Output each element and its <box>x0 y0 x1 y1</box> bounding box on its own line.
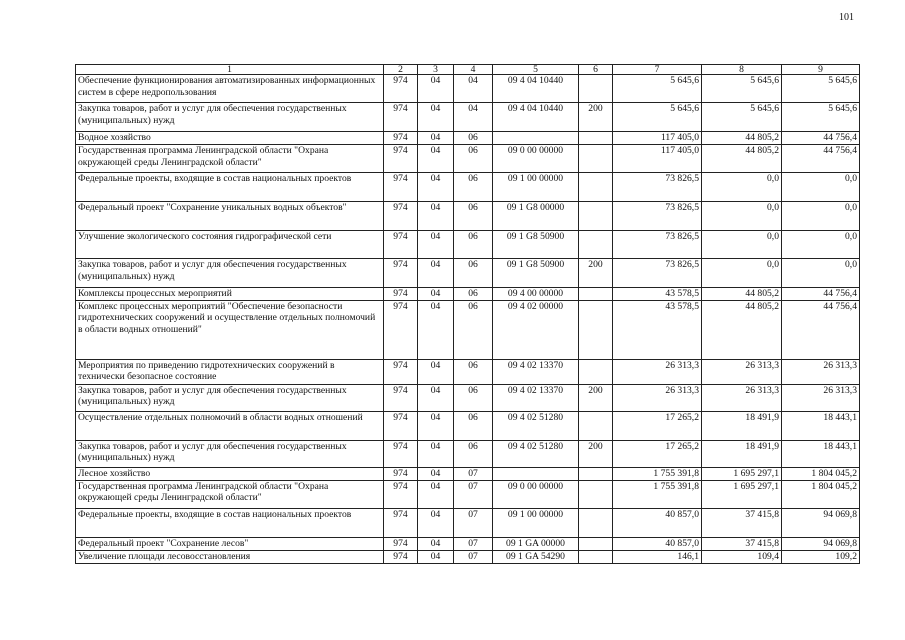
row-value-cell: 0,0 <box>702 173 782 202</box>
row-value-cell: 974 <box>384 173 418 202</box>
row-value-cell: 18 443,1 <box>782 440 860 467</box>
table-row <box>76 384 860 411</box>
row-value-cell: 09 0 00 00000 <box>493 145 579 173</box>
row-value-cell: 200 <box>579 103 613 132</box>
table-row <box>76 132 860 145</box>
row-value-cell: 200 <box>579 384 613 411</box>
row-value-cell: 117 405,0 <box>613 132 702 145</box>
row-value-cell: 04 <box>418 537 454 550</box>
row-value-cell: 09 4 02 51280 <box>493 440 579 467</box>
row-value-cell: 109,4 <box>702 550 782 563</box>
row-value-cell: 06 <box>454 300 493 359</box>
row-value-cell: 974 <box>384 508 418 537</box>
row-value-cell: 04 <box>418 145 454 173</box>
row-value-cell: 06 <box>454 359 493 384</box>
row-value-cell: 06 <box>454 173 493 202</box>
table-row <box>76 480 860 508</box>
table-row <box>76 202 860 231</box>
row-name-cell: Лесное хозяйство <box>76 467 384 480</box>
table-row <box>76 537 860 550</box>
table-header-row <box>76 65 860 75</box>
row-value-cell: 974 <box>384 440 418 467</box>
row-value-cell: 109,2 <box>782 550 860 563</box>
row-value-cell: 44 756,4 <box>782 132 860 145</box>
row-value-cell <box>493 132 579 145</box>
row-value-cell: 5 645,6 <box>613 75 702 103</box>
row-value-cell: 04 <box>418 467 454 480</box>
row-name-cell: Обеспечение функционирования автоматизированных информационных систем в сфере недропользования <box>76 75 384 103</box>
row-value-cell: 44 756,4 <box>782 288 860 301</box>
row-value-cell: 09 1 GA 00000 <box>493 537 579 550</box>
row-name-cell: Комплекс процессных мероприятий "Обеспечение безопасности гидротехнических сооружений и осуществление отдельных полномочий в области водных отношений" <box>76 300 384 359</box>
row-value-cell: 09 4 02 13370 <box>493 359 579 384</box>
header-cell: 3 <box>418 65 454 75</box>
row-value-cell: 06 <box>454 384 493 411</box>
row-value-cell <box>579 467 613 480</box>
row-value-cell: 04 <box>418 103 454 132</box>
row-value-cell: 04 <box>418 480 454 508</box>
row-value-cell: 04 <box>418 384 454 411</box>
row-value-cell <box>579 411 613 440</box>
row-name-cell: Государственная программа Ленинградской области "Охрана окружающей среды Ленинградской области" <box>76 145 384 173</box>
row-value-cell: 06 <box>454 202 493 231</box>
row-value-cell: 04 <box>418 75 454 103</box>
header-cell: 9 <box>782 65 860 75</box>
header-cell: 5 <box>493 65 579 75</box>
table-row <box>76 440 860 467</box>
row-value-cell: 44 805,2 <box>702 132 782 145</box>
row-value-cell: 974 <box>384 550 418 563</box>
page-number: 101 <box>839 12 854 23</box>
row-value-cell: 06 <box>454 145 493 173</box>
row-name-cell: Федеральные проекты, входящие в состав национальных проектов <box>76 173 384 202</box>
header-cell: 7 <box>613 65 702 75</box>
header-cell: 6 <box>579 65 613 75</box>
row-value-cell: 07 <box>454 508 493 537</box>
row-value-cell: 73 826,5 <box>613 231 702 259</box>
row-value-cell: 06 <box>454 411 493 440</box>
row-value-cell: 146,1 <box>613 550 702 563</box>
row-value-cell: 37 415,8 <box>702 537 782 550</box>
row-value-cell: 0,0 <box>782 231 860 259</box>
row-value-cell: 06 <box>454 132 493 145</box>
row-value-cell: 04 <box>454 75 493 103</box>
table-row <box>76 231 860 259</box>
row-value-cell: 09 4 04 10440 <box>493 103 579 132</box>
row-value-cell: 974 <box>384 467 418 480</box>
table-row <box>76 75 860 103</box>
row-value-cell: 200 <box>579 440 613 467</box>
row-value-cell: 04 <box>418 231 454 259</box>
row-value-cell: 117 405,0 <box>613 145 702 173</box>
row-name-cell: Комплексы процессных мероприятий <box>76 288 384 301</box>
table-row <box>76 508 860 537</box>
row-value-cell: 18 443,1 <box>782 411 860 440</box>
row-value-cell: 43 578,5 <box>613 288 702 301</box>
row-value-cell: 04 <box>454 103 493 132</box>
row-value-cell: 0,0 <box>782 259 860 288</box>
row-value-cell: 974 <box>384 300 418 359</box>
row-name-cell: Государственная программа Ленинградской области "Охрана окружающей среды Ленинградской области" <box>76 480 384 508</box>
row-value-cell: 18 491,9 <box>702 411 782 440</box>
row-value-cell: 974 <box>384 411 418 440</box>
row-value-cell: 26 313,3 <box>782 384 860 411</box>
row-value-cell: 200 <box>579 259 613 288</box>
row-value-cell: 26 313,3 <box>782 359 860 384</box>
row-value-cell: 04 <box>418 508 454 537</box>
row-value-cell: 09 4 00 00000 <box>493 288 579 301</box>
row-value-cell: 5 645,6 <box>782 103 860 132</box>
row-name-cell: Закупка товаров, работ и услуг для обеспечения государственных (муниципальных) нужд <box>76 259 384 288</box>
row-value-cell: 09 4 02 13370 <box>493 384 579 411</box>
row-value-cell: 5 645,6 <box>702 75 782 103</box>
row-value-cell: 04 <box>418 440 454 467</box>
row-value-cell: 5 645,6 <box>782 75 860 103</box>
row-value-cell: 974 <box>384 75 418 103</box>
row-value-cell: 73 826,5 <box>613 173 702 202</box>
row-value-cell: 18 491,9 <box>702 440 782 467</box>
row-value-cell: 0,0 <box>702 202 782 231</box>
header-cell: 2 <box>384 65 418 75</box>
row-name-cell: Осуществление отдельных полномочий в области водных отношений <box>76 411 384 440</box>
row-value-cell: 974 <box>384 145 418 173</box>
row-value-cell <box>579 145 613 173</box>
row-value-cell: 974 <box>384 537 418 550</box>
row-value-cell <box>579 537 613 550</box>
row-value-cell <box>579 132 613 145</box>
row-name-cell: Закупка товаров, работ и услуг для обеспечения государственных (муниципальных) нужд <box>76 384 384 411</box>
row-value-cell: 06 <box>454 259 493 288</box>
row-value-cell: 974 <box>384 231 418 259</box>
row-value-cell <box>579 202 613 231</box>
table-row <box>76 411 860 440</box>
row-value-cell: 0,0 <box>782 202 860 231</box>
row-value-cell: 06 <box>454 231 493 259</box>
row-value-cell: 73 826,5 <box>613 259 702 288</box>
row-value-cell <box>579 75 613 103</box>
row-value-cell: 07 <box>454 480 493 508</box>
row-value-cell: 04 <box>418 173 454 202</box>
row-value-cell: 09 1 G8 50900 <box>493 259 579 288</box>
row-value-cell: 09 4 02 00000 <box>493 300 579 359</box>
row-value-cell: 17 265,2 <box>613 440 702 467</box>
row-value-cell: 94 069,8 <box>782 537 860 550</box>
row-value-cell: 09 1 GA 54290 <box>493 550 579 563</box>
header-cell: 1 <box>76 65 384 75</box>
row-value-cell: 5 645,6 <box>702 103 782 132</box>
table-row <box>76 288 860 301</box>
row-value-cell: 04 <box>418 359 454 384</box>
row-value-cell: 04 <box>418 202 454 231</box>
row-value-cell: 04 <box>418 288 454 301</box>
row-value-cell: 44 805,2 <box>702 288 782 301</box>
row-value-cell: 974 <box>384 132 418 145</box>
row-value-cell: 0,0 <box>702 231 782 259</box>
row-value-cell: 04 <box>418 411 454 440</box>
row-value-cell: 06 <box>454 440 493 467</box>
row-value-cell: 26 313,3 <box>613 384 702 411</box>
table-row <box>76 467 860 480</box>
row-value-cell <box>493 467 579 480</box>
row-value-cell <box>579 480 613 508</box>
row-value-cell <box>579 173 613 202</box>
row-value-cell: 26 313,3 <box>702 384 782 411</box>
row-value-cell: 974 <box>384 480 418 508</box>
row-value-cell: 1 695 297,1 <box>702 480 782 508</box>
row-value-cell: 09 0 00 00000 <box>493 480 579 508</box>
row-value-cell: 26 313,3 <box>702 359 782 384</box>
row-value-cell: 1 804 045,2 <box>782 480 860 508</box>
row-name-cell: Мероприятия по приведению гидротехнических сооружений в технически безопасное состояние <box>76 359 384 384</box>
header-cell: 4 <box>454 65 493 75</box>
row-value-cell: 04 <box>418 300 454 359</box>
row-value-cell <box>579 550 613 563</box>
row-value-cell: 44 756,4 <box>782 145 860 173</box>
row-value-cell: 09 4 02 51280 <box>493 411 579 440</box>
row-value-cell: 0,0 <box>782 173 860 202</box>
row-value-cell: 09 1 00 00000 <box>493 508 579 537</box>
row-value-cell: 974 <box>384 359 418 384</box>
table-row <box>76 145 860 173</box>
row-value-cell: 40 857,0 <box>613 508 702 537</box>
row-value-cell: 07 <box>454 550 493 563</box>
row-value-cell: 09 4 04 10440 <box>493 75 579 103</box>
row-value-cell: 0,0 <box>702 259 782 288</box>
row-value-cell: 5 645,6 <box>613 103 702 132</box>
table-row <box>76 550 860 563</box>
row-value-cell: 04 <box>418 132 454 145</box>
row-value-cell: 07 <box>454 467 493 480</box>
table-row <box>76 259 860 288</box>
row-value-cell: 37 415,8 <box>702 508 782 537</box>
row-name-cell: Закупка товаров, работ и услуг для обеспечения государственных (муниципальных) нужд <box>76 440 384 467</box>
budget-table <box>75 64 860 564</box>
row-value-cell: 44 805,2 <box>702 145 782 173</box>
row-value-cell: 1 804 045,2 <box>782 467 860 480</box>
row-value-cell: 09 1 G8 00000 <box>493 202 579 231</box>
row-value-cell: 17 265,2 <box>613 411 702 440</box>
row-name-cell: Федеральный проект "Сохранение лесов" <box>76 537 384 550</box>
row-value-cell: 09 1 00 00000 <box>493 173 579 202</box>
row-name-cell: Улучшение экологического состояния гидрографической сети <box>76 231 384 259</box>
row-value-cell: 974 <box>384 288 418 301</box>
row-value-cell <box>579 231 613 259</box>
row-value-cell: 43 578,5 <box>613 300 702 359</box>
row-name-cell: Федеральный проект "Сохранение уникальных водных объектов" <box>76 202 384 231</box>
row-value-cell: 974 <box>384 202 418 231</box>
row-value-cell: 1 755 391,8 <box>613 480 702 508</box>
row-value-cell: 09 1 G8 50900 <box>493 231 579 259</box>
row-value-cell: 974 <box>384 103 418 132</box>
row-value-cell: 40 857,0 <box>613 537 702 550</box>
row-name-cell: Федеральные проекты, входящие в состав национальных проектов <box>76 508 384 537</box>
row-value-cell: 26 313,3 <box>613 359 702 384</box>
row-value-cell: 44 805,2 <box>702 300 782 359</box>
row-value-cell: 07 <box>454 537 493 550</box>
row-value-cell: 974 <box>384 384 418 411</box>
row-value-cell: 44 756,4 <box>782 300 860 359</box>
header-cell: 8 <box>702 65 782 75</box>
row-value-cell <box>579 508 613 537</box>
table-row <box>76 173 860 202</box>
row-value-cell: 974 <box>384 259 418 288</box>
row-value-cell <box>579 359 613 384</box>
row-value-cell: 73 826,5 <box>613 202 702 231</box>
row-value-cell: 04 <box>418 550 454 563</box>
row-name-cell: Водное хозяйство <box>76 132 384 145</box>
row-value-cell: 94 069,8 <box>782 508 860 537</box>
row-value-cell: 1 755 391,8 <box>613 467 702 480</box>
row-value-cell <box>579 300 613 359</box>
row-value-cell <box>579 288 613 301</box>
table-row <box>76 359 860 384</box>
row-name-cell: Закупка товаров, работ и услуг для обеспечения государственных (муниципальных) нужд <box>76 103 384 132</box>
table-row <box>76 300 860 359</box>
row-value-cell: 06 <box>454 288 493 301</box>
row-value-cell: 04 <box>418 259 454 288</box>
row-value-cell: 1 695 297,1 <box>702 467 782 480</box>
table-row <box>76 103 860 132</box>
row-name-cell: Увеличение площади лесовосстановления <box>76 550 384 563</box>
